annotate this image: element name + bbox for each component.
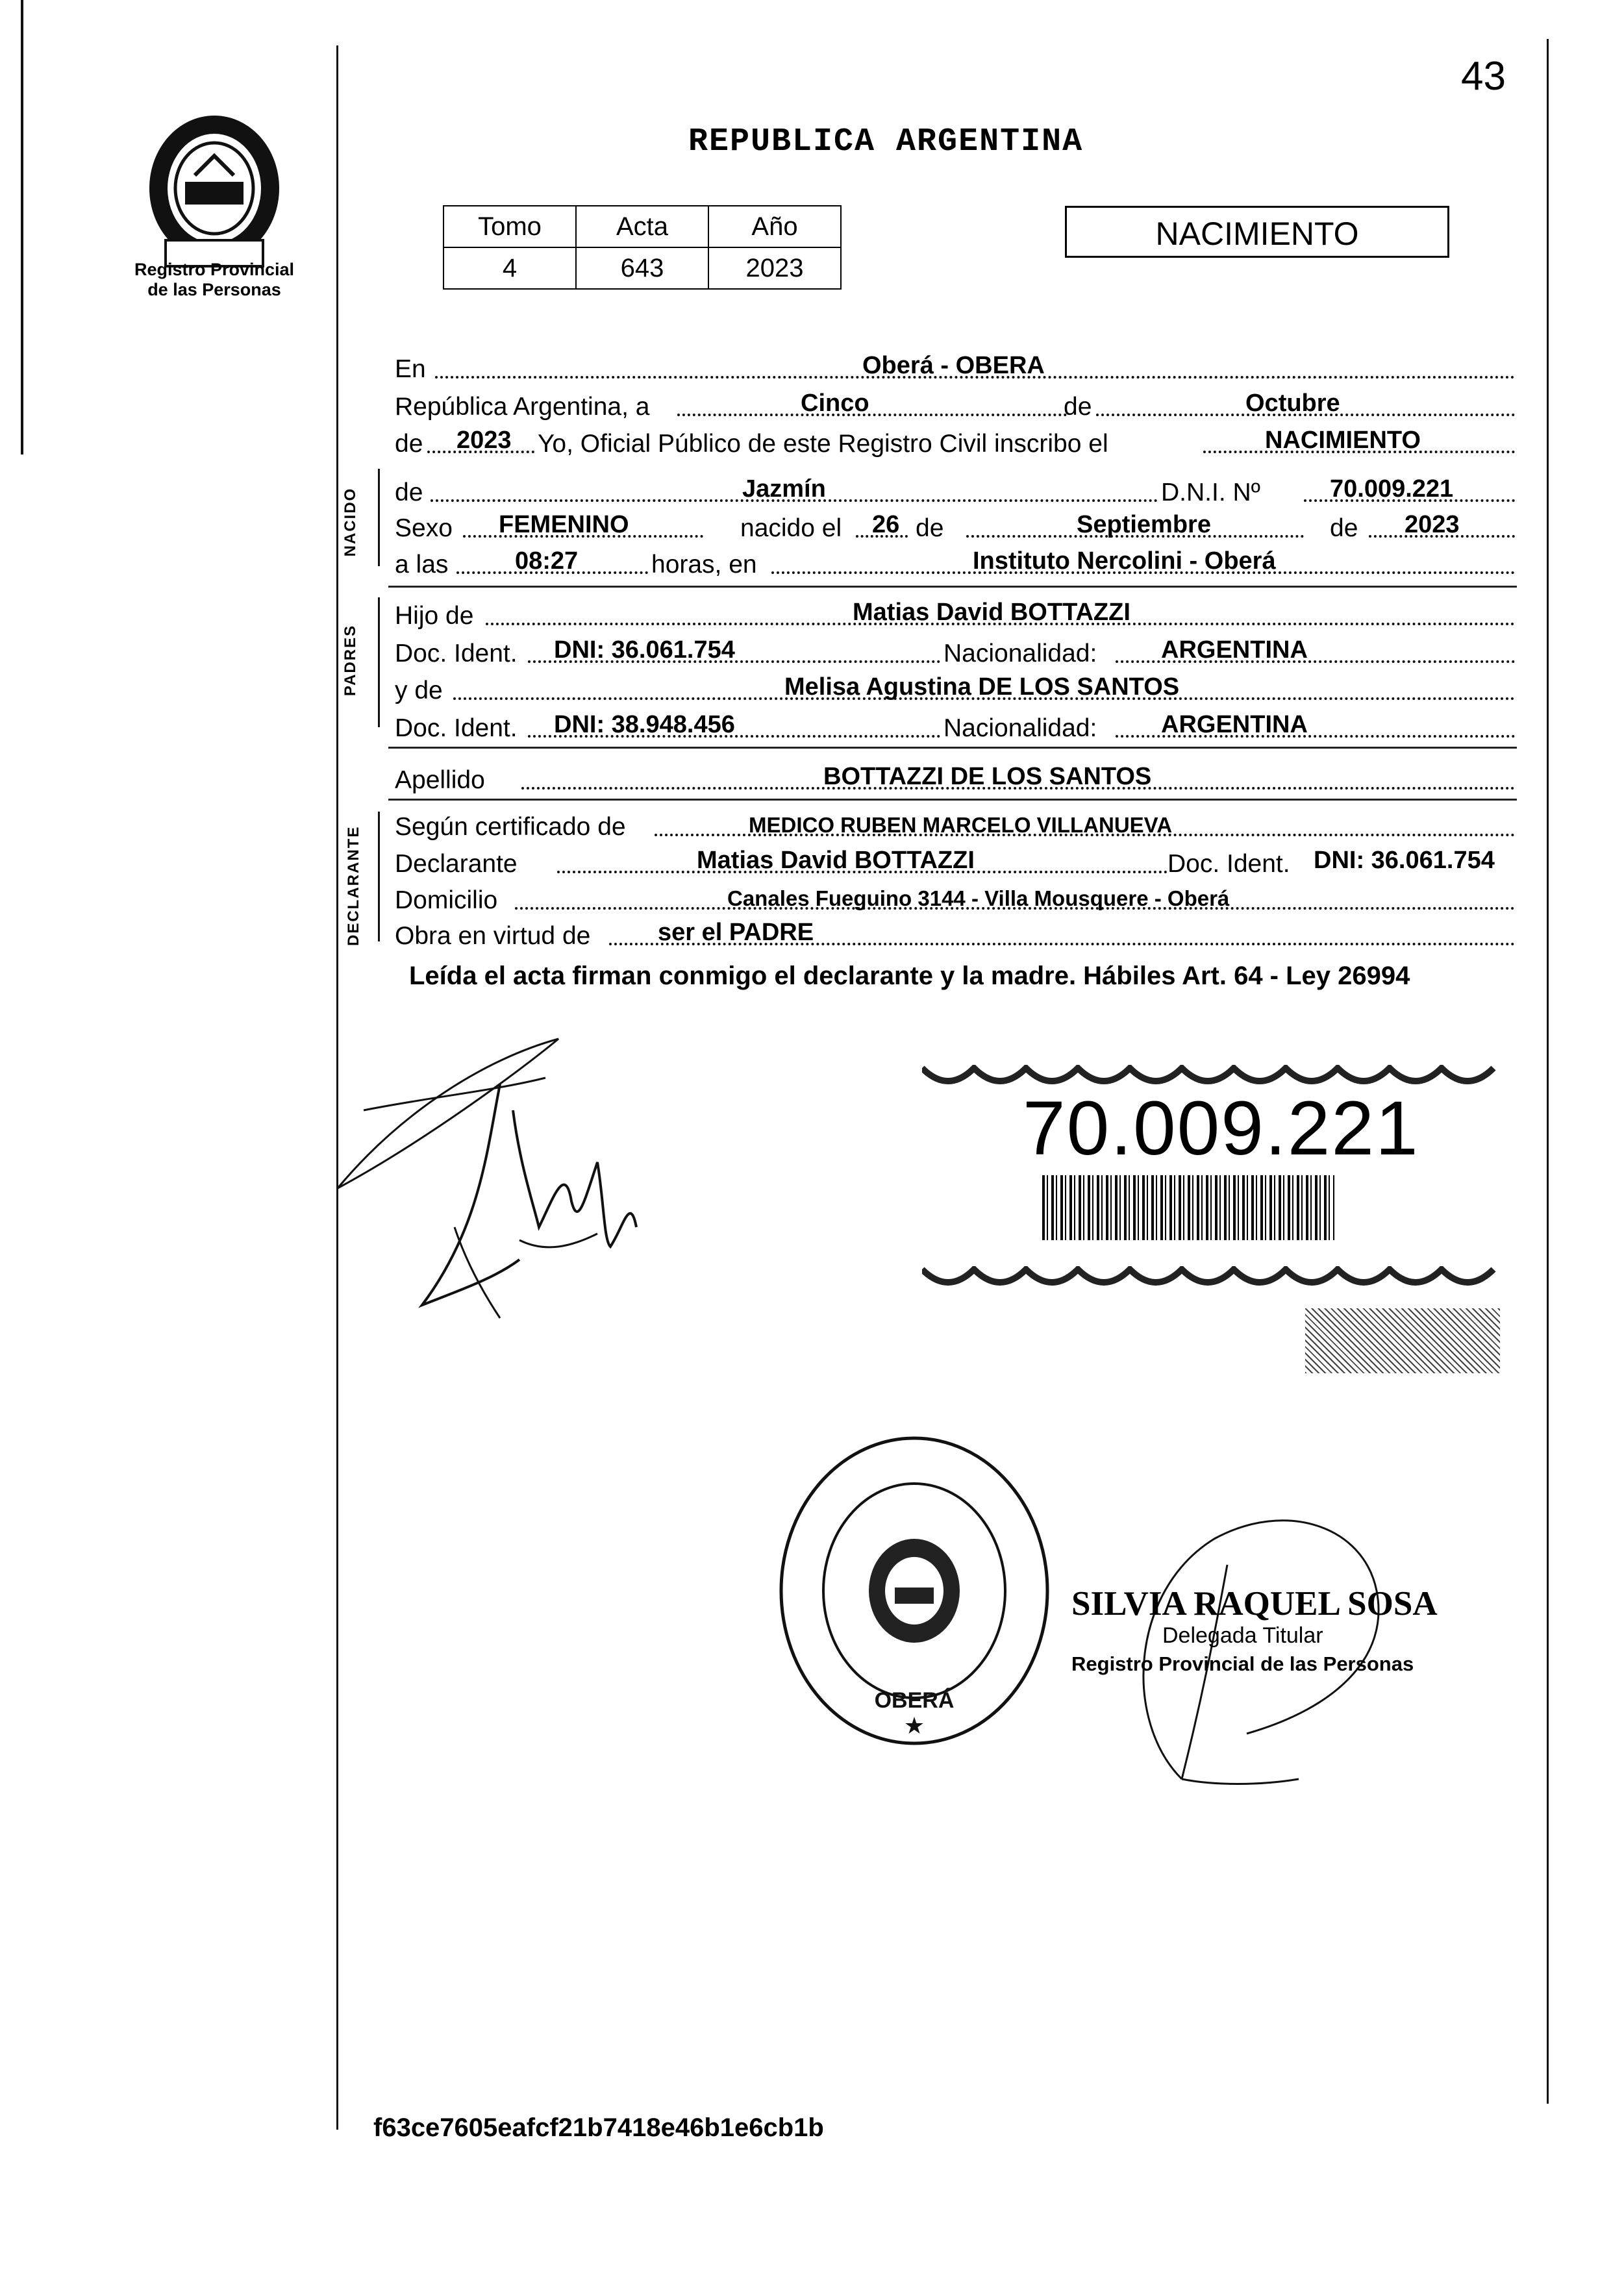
label-doc1: Doc. Ident. xyxy=(395,640,518,667)
stamp-city: OBERÁ xyxy=(874,1688,955,1713)
value-anio: 2023 xyxy=(708,247,841,289)
row-mother-doc xyxy=(395,706,1515,745)
document-title: REPUBLICA ARGENTINA xyxy=(688,123,1084,160)
value-time: 08:27 xyxy=(515,547,579,575)
barcode-sticker xyxy=(922,1065,1500,1376)
row-date xyxy=(395,385,1515,424)
label-en: En xyxy=(395,355,426,383)
value-father-nationality: ARGENTINA xyxy=(1161,636,1308,664)
label-republica: República Argentina, a xyxy=(395,393,650,421)
svg-text:★: ★ xyxy=(903,1712,925,1739)
label-cert: Según certificado de xyxy=(395,813,626,841)
section-label-padres: PADRES xyxy=(342,624,359,697)
label-nombre: de xyxy=(395,479,423,506)
row-year xyxy=(395,422,1515,461)
row-time-place xyxy=(395,543,1515,582)
row-father xyxy=(395,594,1515,633)
row-declarant xyxy=(395,842,1515,881)
label-hora: a las xyxy=(395,551,449,579)
row-father-doc xyxy=(395,632,1515,671)
left-margin-line xyxy=(21,0,23,455)
row-sex-birth xyxy=(395,506,1515,545)
barcode-number: 70.009.221 xyxy=(1023,1086,1419,1171)
label-de: de xyxy=(1064,393,1092,421)
value-first-name: Jazmín xyxy=(742,475,826,503)
document-hash: f63ce7605eafcf21b7418e46b1e6cb1b xyxy=(373,2113,824,2142)
officer-name: SILVIA RAQUEL SOSA xyxy=(1071,1585,1438,1623)
value-capacity: ser el PADRE xyxy=(658,919,814,946)
value-dni: 70.009.221 xyxy=(1330,475,1454,503)
label-decl-doc: Doc. Ident. xyxy=(1168,850,1290,878)
fill-line xyxy=(677,414,1067,416)
section-divider xyxy=(388,747,1517,749)
value-declarant-dni: DNI: 36.061.754 xyxy=(1314,847,1495,874)
label-sexo: Sexo xyxy=(395,514,453,542)
row-surname xyxy=(395,758,1515,797)
value-birth-place: Instituto Nercolini - Oberá xyxy=(973,547,1276,575)
value-sex: FEMENINO xyxy=(499,511,629,538)
officer-organization: Registro Provincial de las Personas xyxy=(1071,1652,1414,1675)
value-tomo: 4 xyxy=(443,247,576,289)
security-pattern-bottom xyxy=(922,1266,1500,1295)
value-acta: 643 xyxy=(576,247,708,289)
padres-bracket xyxy=(378,597,380,727)
label-nacido: nacido el xyxy=(740,514,842,542)
value-place: Oberá - OBERA xyxy=(862,352,1045,379)
page-number: 43 xyxy=(1461,54,1506,99)
label-dom: Domicilio xyxy=(395,886,498,914)
section-label-declarante: DECLARANTE xyxy=(345,825,362,946)
label-horas: horas, en xyxy=(651,551,757,579)
section-divider xyxy=(388,799,1517,801)
value-year: 2023 xyxy=(456,427,512,454)
issuer-caption: Registro Provincial de las Personas xyxy=(134,260,295,299)
header-tomo: Tomo xyxy=(443,206,576,247)
value-mother: Melisa Agustina DE LOS SANTOS xyxy=(784,673,1180,701)
record-type-box: NACIMIENTO xyxy=(1065,206,1449,258)
barcode-bars xyxy=(1042,1175,1334,1240)
value-father-dni: DNI: 36.061.754 xyxy=(554,636,735,664)
value-act: NACIMIENTO xyxy=(1265,427,1421,454)
value-certificate: MEDICO RUBEN MARCELO VILLANUEVA xyxy=(749,813,1173,837)
row-name xyxy=(395,471,1515,510)
value-birth-year: 2023 xyxy=(1405,511,1460,538)
hologram-patch xyxy=(1305,1308,1500,1373)
value-birth-month: Septiembre xyxy=(1077,511,1211,538)
header-acta: Acta xyxy=(576,206,708,247)
value-surname: BOTTAZZI DE LOS SANTOS xyxy=(823,763,1152,790)
label-de2: de xyxy=(395,430,423,458)
content-right-border xyxy=(1547,39,1549,2104)
declarant-signature xyxy=(325,1032,649,1331)
label-dni: D.N.I. Nº xyxy=(1161,479,1260,506)
label-nac-de2: de xyxy=(1330,514,1358,542)
label-nac2: Nacionalidad: xyxy=(943,714,1097,742)
provincial-coat-of-arms-logo xyxy=(140,110,289,279)
section-divider xyxy=(388,586,1517,588)
label-apellido: Apellido xyxy=(395,766,485,794)
value-mother-dni: DNI: 38.948.456 xyxy=(554,711,735,738)
label-obra: Obra en virtud de xyxy=(395,922,591,950)
header-anio: Año xyxy=(708,206,841,247)
row-address xyxy=(395,878,1515,917)
label-decl: Declarante xyxy=(395,850,518,878)
section-label-nacido: NACIDO xyxy=(342,487,359,557)
label-oficial: Yo, Oficial Público de este Registro Civil inscribo el xyxy=(538,430,1108,458)
value-mother-nationality: ARGENTINA xyxy=(1161,711,1308,738)
row-mother xyxy=(395,669,1515,708)
value-address: Canales Fueguino 3144 - Villa Mousquere - Oberá xyxy=(727,886,1230,910)
value-father: Matias David BOTTAZZI xyxy=(853,599,1131,626)
label-yde: y de xyxy=(395,677,443,704)
row-capacity xyxy=(395,914,1515,953)
declarante-bracket xyxy=(378,812,380,941)
value-month: Octubre xyxy=(1245,390,1340,417)
value-birth-day: 26 xyxy=(872,511,900,538)
closing-statement: Leída el acta firman conmigo el declarante y la madre. Hábiles Art. 64 - Ley 26994 xyxy=(409,962,1410,990)
nacido-bracket xyxy=(378,469,380,566)
label-hijo: Hijo de xyxy=(395,602,474,630)
row-certificate xyxy=(395,805,1515,844)
row-place xyxy=(395,347,1515,386)
label-nac1: Nacionalidad: xyxy=(943,640,1097,667)
value-declarant: Matias David BOTTAZZI xyxy=(697,847,975,874)
officer-role: Delegada Titular xyxy=(1162,1623,1323,1648)
registry-oval-stamp xyxy=(778,1435,1051,1747)
value-day: Cinco xyxy=(801,390,869,417)
record-reference-table xyxy=(443,205,842,290)
label-doc2: Doc. Ident. xyxy=(395,714,518,742)
label-nac-de: de xyxy=(916,514,944,542)
